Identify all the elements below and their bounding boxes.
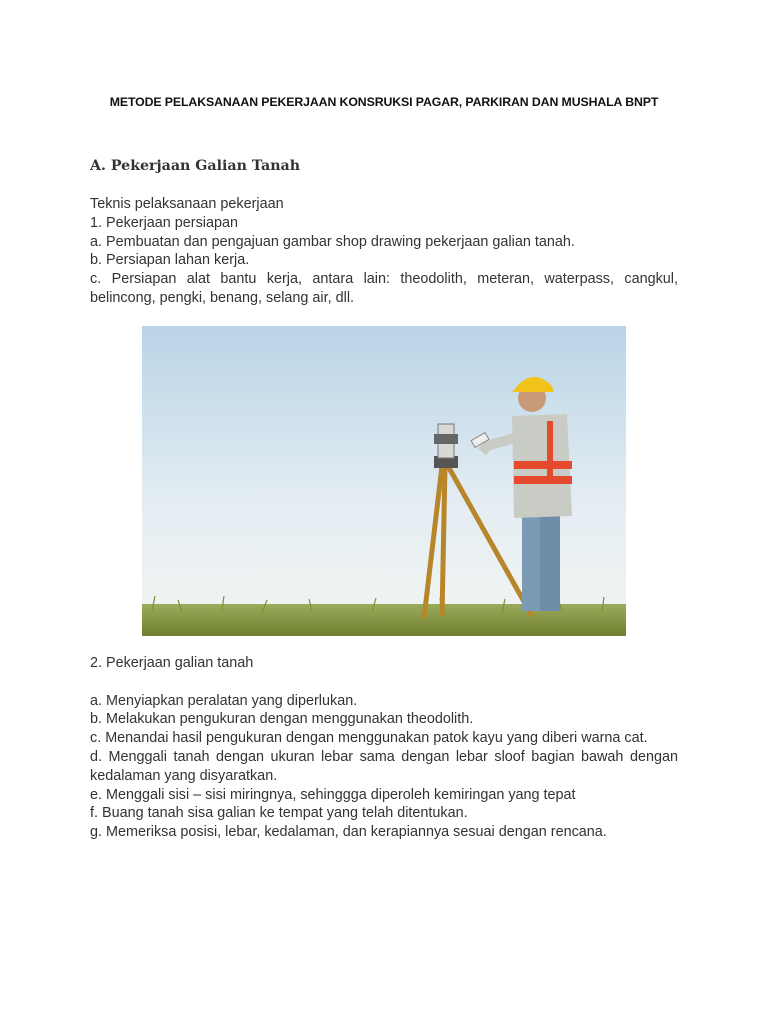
list-item: a. Menyiapkan peralatan yang diperlukan. bbox=[90, 692, 358, 709]
list-item: f. Buang tanah sisa galian ke tempat yang telah ditentukan. bbox=[90, 805, 468, 822]
surveyor-with-theodolite-image bbox=[142, 326, 626, 636]
list-item: b. Persiapan lahan kerja. bbox=[90, 252, 250, 269]
surveyor-photo bbox=[142, 326, 626, 636]
intro-text: Teknis pelaksanaan pekerjaan bbox=[90, 196, 284, 212]
list-item: b. Melakukan pengukuran dengan menggunakan theodolith. bbox=[90, 711, 474, 728]
step1-title: 1. Pekerjaan persiapan bbox=[90, 214, 239, 231]
document-title: METODE PELAKSANAAN PEKERJAAN KONSRUKSI PAGAR, PARKIRAN DAN MUSHALA BNPT bbox=[109, 95, 659, 109]
list-item: e. Menggali sisi – sisi miringnya, sehinggga diperoleh kemiringan yang tepat bbox=[90, 786, 576, 803]
step1-block bbox=[90, 195, 678, 308]
list-item: d. Menggali tanah dengan ukuran lebar sama dengan lebar sloof bagian bawah dengan kedalaman yang disyaratkan. bbox=[90, 748, 678, 784]
section-heading: A. Pekerjaan Galian Tanah bbox=[90, 158, 301, 174]
list-item: c. Menandai hasil pengukuran dengan menggunakan patok kayu yang diberi warna cat. bbox=[90, 730, 648, 747]
step2-block bbox=[90, 654, 678, 842]
list-item: g. Memeriksa posisi, lebar, kedalaman, dan kerapiannya sesuai dengan rencana. bbox=[90, 824, 607, 841]
list-item: a. Pembuatan dan pengajuan gambar shop drawing pekerjaan galian tanah. bbox=[90, 233, 575, 250]
step2-title: 2. Pekerjaan galian tanah bbox=[90, 655, 254, 671]
list-item: c. Persiapan alat bantu kerja, antara lain: theodolith, meteran, waterpass, cangkul, belincong, pengki, benang, selang air, dll. bbox=[90, 271, 678, 306]
